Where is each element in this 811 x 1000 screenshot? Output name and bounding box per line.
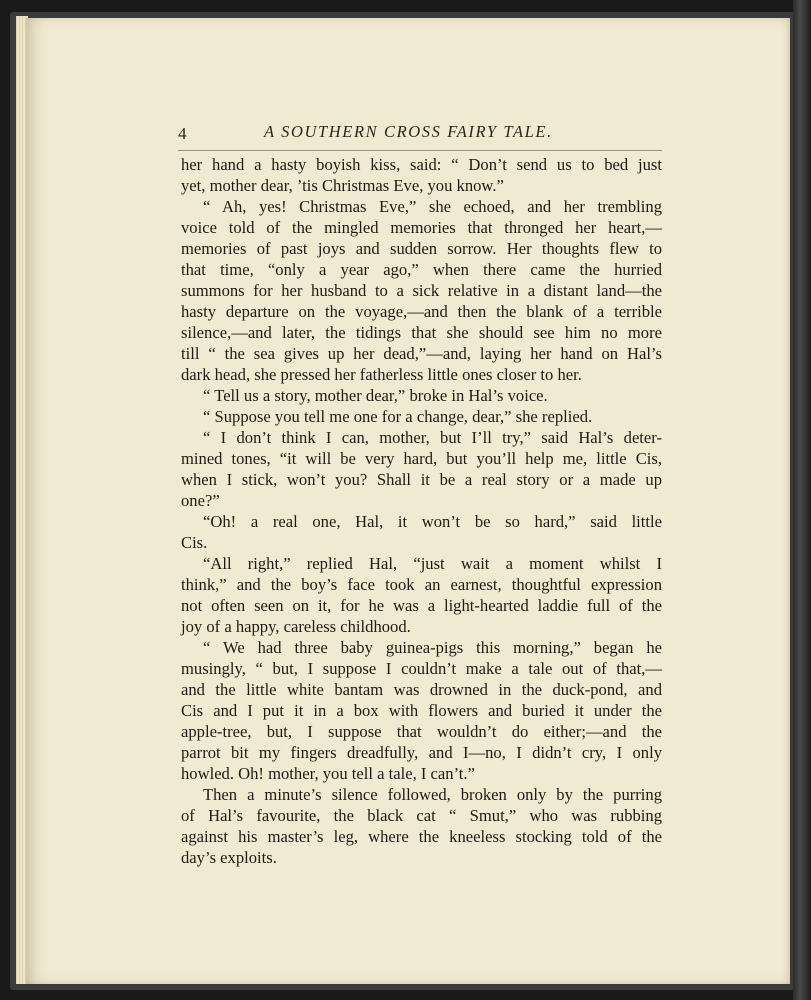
text-line: yet, mother dear, ’tis Christmas Eve, you know.” (181, 176, 504, 195)
text-line: “ Ah, yes! Christmas Eve,” she echoed, and her trembling (203, 197, 662, 216)
text-line: apple-tree, but, I suppose that wouldn’t do either;—and the (181, 722, 662, 741)
text-line: musingly, “ but, I suppose I couldn’t make a tale out of that,— (181, 659, 662, 678)
text-line: “ Suppose you tell me one for a change, dear,” she replied. (203, 407, 593, 426)
text-line: “Oh! a real one, Hal, it won’t be so hard,” said little (203, 512, 662, 531)
text-line: dark head, she pressed her fatherless little ones closer to her. (181, 365, 582, 384)
text-line: Cis. (181, 533, 208, 552)
text-line: silence,—and later, the tidings that she should see him no more (181, 323, 662, 342)
text-line: howled. Oh! mother, you tell a tale, I can’t.” (181, 764, 475, 783)
text-line: “ I don’t think I can, mother, but I’ll try,” said Hal’s deter- (203, 428, 662, 447)
text-line: “ We had three baby guinea-pigs this morning,” began he (203, 638, 662, 657)
text-line: “ Tell us a story, mother dear,” broke in Hal’s voice. (203, 386, 548, 405)
binding-strip (793, 0, 811, 1000)
text-line: one?” (181, 491, 220, 510)
text-line: hasty departure on the voyage,—and then the blank of a terrible (181, 302, 662, 321)
text-line: her hand a hasty boyish kiss, said: “ Don’t send us to bed just (181, 155, 662, 174)
text-line: of Hal’s favourite, the black cat “ Smut,” who was rubbing (181, 806, 662, 825)
text-line: parrot bit my fingers dreadfully, and I—no, I didn’t cry, I only (181, 743, 662, 762)
text-line: joy of a happy, careless childhood. (181, 617, 411, 636)
text-line: Cis and I put it in a box with flowers and buried it under the (181, 701, 662, 720)
text-line: day’s exploits. (181, 848, 277, 867)
text-line: against his master’s leg, where the kneeless stocking told of the (181, 827, 662, 846)
text-line: mined tones, “it will be very hard, but you’ll help me, little Cis, (181, 449, 662, 468)
text-line: when I stick, won’t you? Shall it be a real story or a made up (181, 470, 662, 489)
text-line: Then a minute’s silence followed, broken only by the purring (203, 785, 662, 804)
text-line: and the little white bantam was drowned in the duck-pond, and (181, 680, 662, 699)
text-line: voice told of the mingled memories that thronged her heart,— (181, 218, 662, 237)
page-number: 4 (178, 124, 187, 143)
text-line: “All right,” replied Hal, “just wait a moment whilst I (203, 554, 662, 573)
text-line: memories of past joys and sudden sorrow. Her thoughts flew to (181, 239, 662, 258)
text-line: till “ the sea gives up her dead,”—and, laying her hand on Hal’s (181, 344, 662, 363)
text-line: not often seen on it, for he was a light-hearted laddie full of the (181, 596, 662, 615)
text-line: think,” and the boy’s face took an earnest, thoughtful expression (181, 575, 662, 594)
text-line: summons for her husband to a sick relative in a distant land—the (181, 281, 662, 300)
running-head: A SOUTHERN CROSS FAIRY TALE. (264, 122, 553, 141)
body-text (181, 154, 662, 868)
page-header (178, 122, 662, 151)
text-line: that time, “only a year ago,” when there came the hurried (181, 260, 662, 279)
